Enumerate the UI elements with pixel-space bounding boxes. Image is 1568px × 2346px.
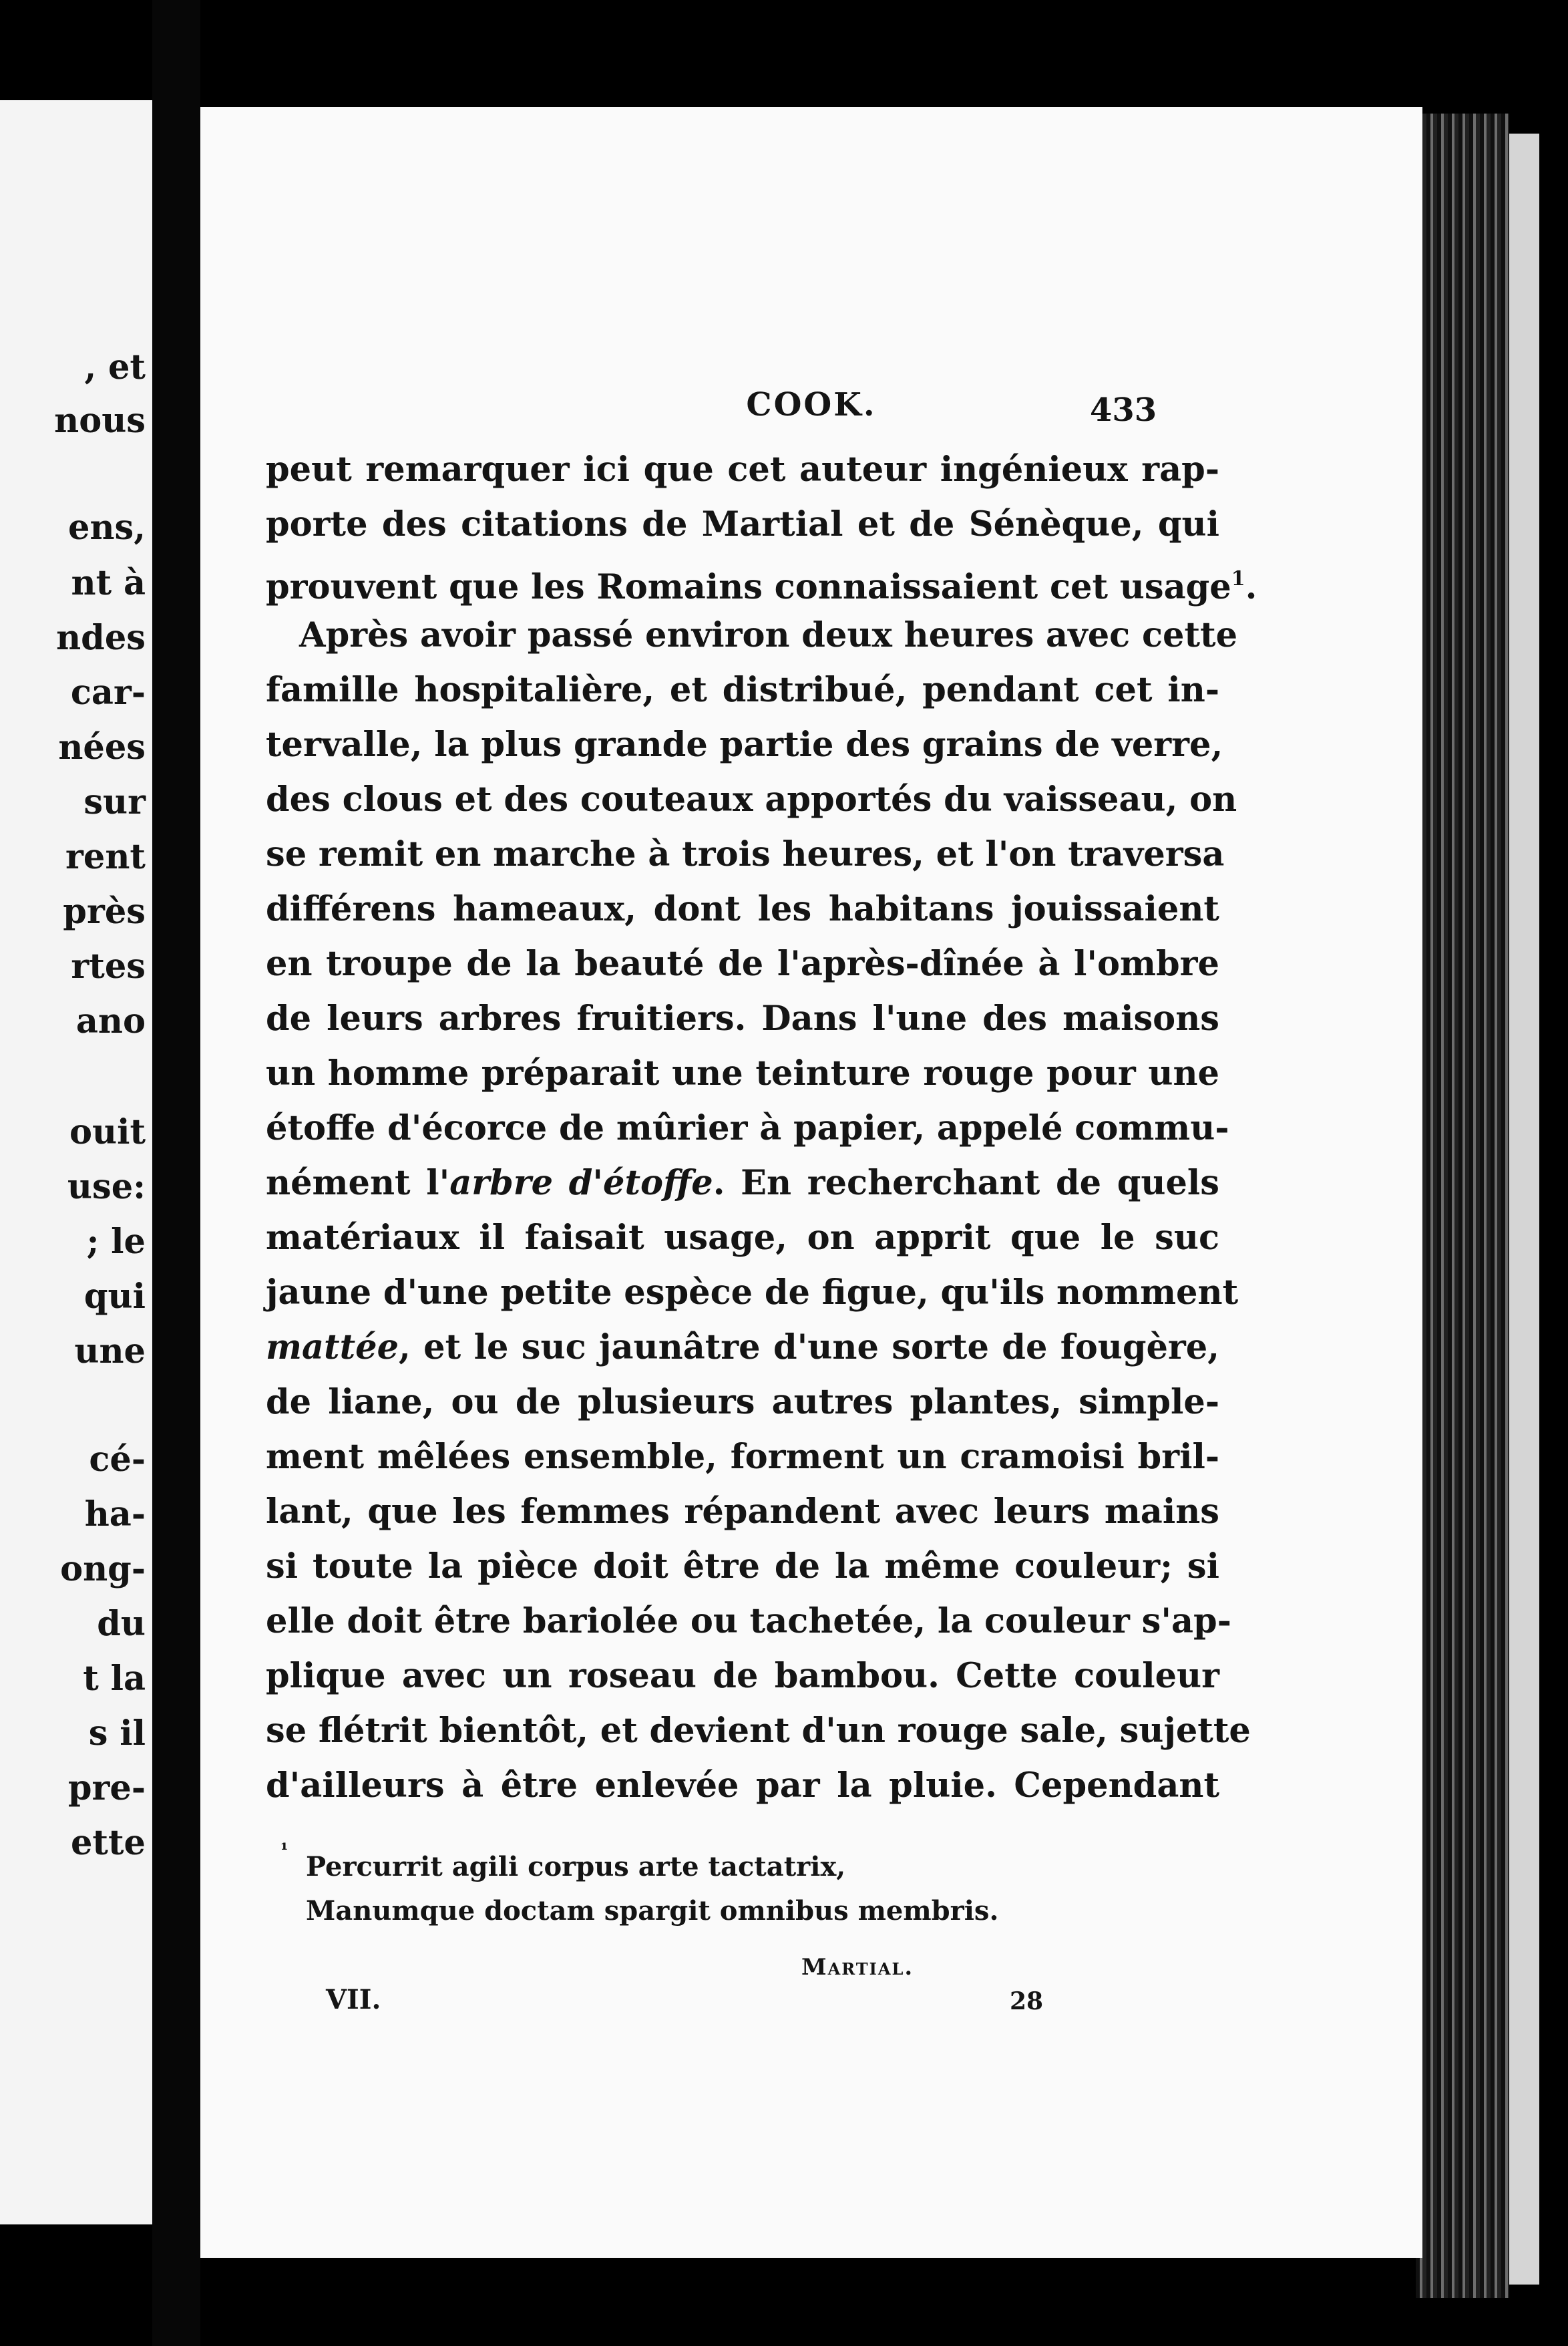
left-fragment: nt à xyxy=(71,563,146,603)
text-line: lant, que les femmes répandent avec leurs mains xyxy=(266,1492,1219,1532)
text-line: Après avoir passé environ deux heures avec cette xyxy=(299,615,1238,655)
text-line: peut remarquer ici que cet auteur ingénieux rap- xyxy=(266,450,1219,490)
text-line: en troupe de la beauté de l'après-dînée à l'ombre xyxy=(266,944,1219,984)
text-line: elle doit être bariolée ou tachetée, la couleur s'ap- xyxy=(266,1601,1231,1641)
left-fragment: ; le xyxy=(86,1222,146,1262)
sheet-number: 28 xyxy=(1010,1987,1044,2015)
left-fragment: t la xyxy=(83,1659,146,1699)
page-header xyxy=(200,386,1422,440)
footnote-attribution: Martial. xyxy=(801,1954,914,1981)
italic-term: arbre d'étoffe xyxy=(449,1163,713,1203)
footnote-line: Manumque doctam spargit omnibus membris. xyxy=(306,1895,999,1926)
text-line: famille hospitalière, et distribué, pendant cet in- xyxy=(266,670,1219,710)
text-line xyxy=(266,556,1257,607)
book-gutter xyxy=(152,0,200,2346)
text-line: porte des citations de Martial et de Sénèque, qui xyxy=(266,504,1219,544)
left-fragment: car- xyxy=(70,673,146,713)
text-line: un homme préparait une teinture rouge pour une xyxy=(266,1053,1219,1094)
left-fragment: ndes xyxy=(56,618,146,658)
left-fragment: s il xyxy=(88,1713,146,1753)
text-line: tervalle, la plus grande partie des grains de verre, xyxy=(266,725,1223,765)
left-fragment: use: xyxy=(67,1167,146,1207)
left-fragment: , et xyxy=(84,347,146,387)
text-line-content: nément l' xyxy=(266,1163,450,1203)
text-line: se remit en marche à trois heures, et l'on traversa xyxy=(266,834,1225,874)
main-page xyxy=(200,107,1422,2258)
left-fragment: cé- xyxy=(89,1440,146,1480)
terminal-period: . xyxy=(1245,567,1257,607)
text-line: plique avec un roseau de bambou. Cette couleur xyxy=(266,1656,1219,1696)
text-line-content: , et le suc jaunâtre d'une sorte de fougère, xyxy=(399,1327,1219,1367)
footnote-marker: ¹ xyxy=(280,1840,288,1860)
left-fragment: ong- xyxy=(60,1549,146,1589)
text-line: ment mêlées ensemble, forment un cramoisi bril- xyxy=(266,1437,1219,1477)
left-fragment: ha- xyxy=(84,1494,146,1534)
text-line: étoffe d'écorce de mûrier à papier, appelé commu- xyxy=(266,1108,1229,1148)
page-number: 433 xyxy=(1090,391,1157,429)
left-page-text-fragments xyxy=(0,100,152,2224)
footnote-reference: 1 xyxy=(1231,567,1245,591)
left-fragment: rtes xyxy=(71,947,146,987)
left-fragment: nées xyxy=(58,727,146,768)
left-fragment: rent xyxy=(65,837,146,877)
left-fragment: ano xyxy=(75,1001,146,1041)
text-line: différens hameaux, dont les habitans jouissaient xyxy=(266,889,1219,929)
text-line: de leurs arbres fruitiers. Dans l'une des maisons xyxy=(266,999,1219,1039)
text-line: de liane, ou de plusieurs autres plantes, simple- xyxy=(266,1382,1219,1422)
left-fragment: qui xyxy=(83,1277,146,1317)
left-fragment: pre- xyxy=(67,1768,146,1808)
left-fragment: nous xyxy=(54,401,146,441)
text-line: jaune d'une petite espèce de figue, qu'ils nomment xyxy=(266,1273,1239,1313)
italic-term: mattée xyxy=(266,1327,399,1367)
footnote-line: Percurrit agili corpus arte tactatrix, xyxy=(306,1851,846,1882)
left-page xyxy=(0,100,152,2224)
left-fragment: sur xyxy=(83,782,146,822)
left-fragment: du xyxy=(97,1604,146,1644)
text-line-content: prouvent que les Romains connaissaient cet usage xyxy=(266,567,1231,607)
left-fragment: une xyxy=(74,1331,146,1371)
left-fragment: ens, xyxy=(68,508,146,548)
left-fragment: ouit xyxy=(69,1112,146,1152)
left-fragment: près xyxy=(63,892,146,932)
text-line: si toute la pièce doit être de la même couleur; si xyxy=(266,1546,1219,1586)
left-fragment: ette xyxy=(70,1823,146,1863)
page-stack-edge xyxy=(1416,114,1509,2298)
text-line xyxy=(266,1324,1219,1371)
text-line: des clous et des couteaux apportés du vaisseau, on xyxy=(266,780,1237,820)
text-line: matériaux il faisait usage, on apprit que le suc xyxy=(266,1218,1219,1258)
text-line-content: . En recherchant de quels xyxy=(713,1163,1219,1203)
text-line: se flétrit bientôt, et devient d'un rouge sale, sujette xyxy=(266,1711,1251,1751)
text-line xyxy=(266,1160,1219,1206)
text-line: d'ailleurs à être enlevée par la pluie. Cependant xyxy=(266,1766,1219,1806)
volume-signature: VII. xyxy=(326,1984,381,2015)
running-title: COOK. xyxy=(746,386,877,424)
